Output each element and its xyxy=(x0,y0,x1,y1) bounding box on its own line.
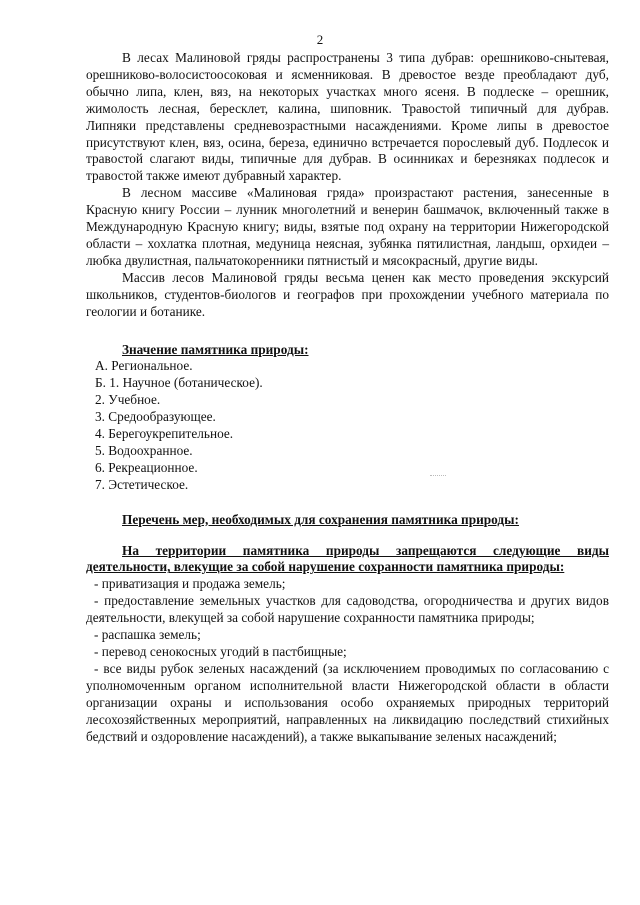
significance-item: 6. Рекреационное. xyxy=(95,459,198,475)
document-body xyxy=(86,50,609,745)
significance-item: 2. Учебное. xyxy=(95,392,161,408)
prohibited-item: - распашка земель; xyxy=(94,627,201,643)
prohibited-item: - предоставление земельных участков для садоводства, огородничества и других видов деятельности, влекущей за собой нарушение сохранности памятника природы; xyxy=(86,593,609,626)
significance-item: Б. 1. Научное (ботаническое). xyxy=(95,375,263,391)
paragraph-excursions: Массив лесов Малиновой гряды весьма ценен как место проведения экскурсий школьников, студентов-биологов и географов при прохождении учебного материала по геологии и ботанике. xyxy=(86,269,609,319)
prohibited-list xyxy=(86,576,609,745)
significance-item: 4. Берегоукрепительное. xyxy=(95,426,234,442)
prohibited-activities-heading: На территории памятника природы запрещаются следующие виды деятельности, влекущие за собой нарушение сохранности памятника природы: xyxy=(86,542,609,575)
significance-item: 7. Эстетическое. xyxy=(95,476,189,492)
prohibited-item: - приватизация и продажа земель; xyxy=(94,576,286,592)
page-number: 2 xyxy=(316,32,324,47)
significance-heading: Значение памятника природы: xyxy=(122,341,309,357)
prohibited-item: - перевод сенокосных угодий в пастбищные; xyxy=(94,644,347,659)
prohibited-item: - все виды рубок зеленых насаждений (за исключением проводимых по согласованию с уполномоченным органом исполнительной власти Нижегородской области в области организации охраны и использования особо охраняемых природных территорий лесохозяйственных мероприятий, направленных на ликвидацию последствий стихийных бедствий и оздоровление насаждений), а также выкапывание зеленых насаждений; xyxy=(86,660,609,744)
measures-heading: Перечень мер, необходимых для сохранения памятника природы: xyxy=(122,511,519,527)
scan-speck xyxy=(430,475,446,479)
significance-item: А. Региональное. xyxy=(95,358,193,374)
significance-item: 3. Средообразующее. xyxy=(95,409,216,425)
paragraph-oak-forests: В лесах Малиновой гряды распространены 3 типа дубрав: орешниково-снытевая, орешниково-волосистоосоковая и ясменниковая. В древостое везде преобладают дуб, обычно липа, клен, вяз, на некоторых участках много ясеня. В подлеске – орешник, жимолость лесная, бересклет, калина, шиповник. Травостой типичный для дубрав. Липняки представлены средневозрастными насаждениями. Кроме липы в древостое присутствуют клен, вяз, осина, береза, единично встречается порослевый дуб. Подлесок и травостой слагают виды, типичные для дубрав. В осинниках и березняках подлесок и травостой также имеют дубравный характер. xyxy=(86,50,609,184)
significance-item: 5. Водоохранное. xyxy=(95,442,193,458)
significance-list xyxy=(86,358,609,493)
paragraph-red-book-plants: В лесном массиве «Малиновая гряда» произрастают растения, занесенные в Красную книгу России – лунник многолетний и венерин башмачок, включенный также в Международную Красную книгу; виды, взятые под охрану на территории Нижегородской области – хохлатка плотная, медуница неясная, зубянка пятилистная, ландыш, орхидеи – любка двулистная, пальчатокоренники пятнистый и мясокрасный, другие виды. xyxy=(86,185,609,268)
